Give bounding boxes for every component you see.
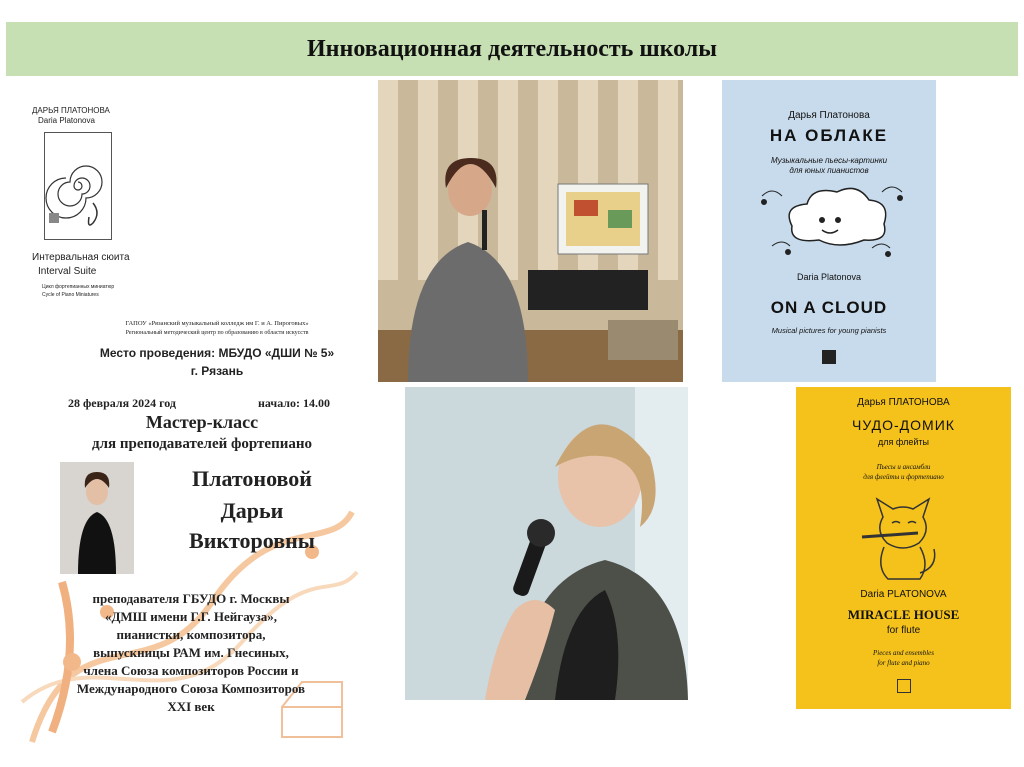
book2-for-en: for flute bbox=[886, 625, 921, 636]
poster-work-sub-en: Cycle of Piano Miniatures bbox=[42, 292, 99, 298]
masterclass-poster bbox=[12, 92, 362, 752]
slide-title: Инновационная деятельность школы bbox=[307, 35, 717, 62]
poster-name-patronymic: Викторовны bbox=[189, 528, 315, 553]
book2-title-en: MIRACLE HOUSE bbox=[847, 607, 960, 622]
poster-bio-line: преподавателя ГБУДО г. Москвы bbox=[92, 591, 290, 606]
poster-composer-en: Daria Platonova bbox=[38, 116, 95, 125]
poster-bio-line: члена Союза композиторов России и bbox=[83, 663, 299, 678]
poster-work-en: Interval Suite bbox=[38, 266, 97, 277]
publisher-logo-icon bbox=[897, 679, 911, 693]
book1-title-ru: НА ОБЛАКЕ bbox=[769, 126, 889, 145]
speaker-microphone-photo bbox=[405, 387, 688, 700]
woman-with-microphone-image bbox=[405, 387, 688, 700]
book1-title-en: ON A CLOUD bbox=[770, 298, 888, 317]
book2-author-en: Daria PLATONOVA bbox=[860, 589, 947, 600]
poster-portrait-photo bbox=[60, 462, 134, 574]
poster-composer-ru: ДАРЬЯ ПЛАТОНОВА bbox=[32, 106, 110, 115]
poster-bio-line: XXI век bbox=[167, 699, 215, 714]
score-cover-thumbnail bbox=[44, 132, 112, 240]
book1-subtitle-en: Musical pictures for young pianists bbox=[771, 326, 887, 335]
presentation-scene-image bbox=[378, 80, 683, 382]
poster-venue: Место проведения: МБУДО «ДШИ № 5» bbox=[99, 346, 335, 360]
book1-subtitle-ru2: для юных пианистов bbox=[789, 166, 869, 175]
poster-org-line2: Региональный методический центр по образованию в области искусств bbox=[125, 330, 309, 336]
woman-portrait-image bbox=[60, 462, 134, 574]
book1-subtitle-ru1: Музыкальные пьесы-картинки bbox=[770, 156, 888, 165]
poster-name-first: Дарьи bbox=[220, 498, 284, 523]
book1-author-en: Daria Platonova bbox=[796, 272, 862, 282]
book1-author-ru: Дарья Платонова bbox=[788, 110, 870, 121]
poster-city: г. Рязань bbox=[190, 364, 244, 378]
poster-event: Мастер-класс bbox=[145, 412, 259, 432]
publisher-logo-icon bbox=[822, 350, 836, 364]
poster-work-ru: Интервальная сюита bbox=[32, 252, 130, 263]
book2-sub-en2: for flute and piano bbox=[877, 659, 930, 667]
book2-sub-ru1: Пьесы и ансамбли bbox=[876, 463, 931, 471]
poster-start-time: начало: 14.00 bbox=[258, 396, 331, 410]
spiral-clef-icon bbox=[45, 133, 111, 239]
poster-work-sub-ru: Цикл фортепианных миниатюр bbox=[42, 284, 115, 290]
poster-org-line1: ГАПОУ «Рязанский музыкальный колледж им Г. и А. Пироговых» bbox=[125, 320, 309, 327]
cat-flute-illustration bbox=[858, 487, 948, 583]
book2-sub-en1: Pieces and ensembles bbox=[872, 649, 935, 657]
poster-bio-line: пианистки, композитора, bbox=[116, 627, 266, 642]
speaker-presentation-photo bbox=[378, 80, 683, 382]
poster-name-surname: Платоновой bbox=[192, 466, 312, 491]
book2-author-ru: Дарья ПЛАТОНОВА bbox=[857, 397, 950, 408]
poster-bio-line: «ДМШ имени Г.Г. Нейгауза», bbox=[104, 609, 278, 624]
book-cover-miracle-house bbox=[796, 387, 1011, 709]
poster-audience: для преподавателей фортепиано bbox=[92, 436, 312, 452]
cloud-notes-illustration bbox=[752, 176, 912, 268]
poster-bio-line: Международного Союза Композиторов bbox=[76, 681, 306, 696]
book2-title-ru: ЧУДО-ДОМИК bbox=[852, 417, 955, 433]
poster-date: 28 февраля 2024 год bbox=[68, 396, 176, 410]
book2-for-ru: для флейты bbox=[878, 437, 929, 447]
book-cover-on-a-cloud bbox=[722, 80, 936, 382]
slide-title-bar bbox=[6, 22, 1018, 76]
book2-sub-ru2: для флейты и фортепиано bbox=[863, 473, 944, 481]
poster-bio-line: выпускницы РАМ им. Гнесиных, bbox=[93, 645, 289, 660]
poster-bio bbox=[26, 590, 356, 716]
